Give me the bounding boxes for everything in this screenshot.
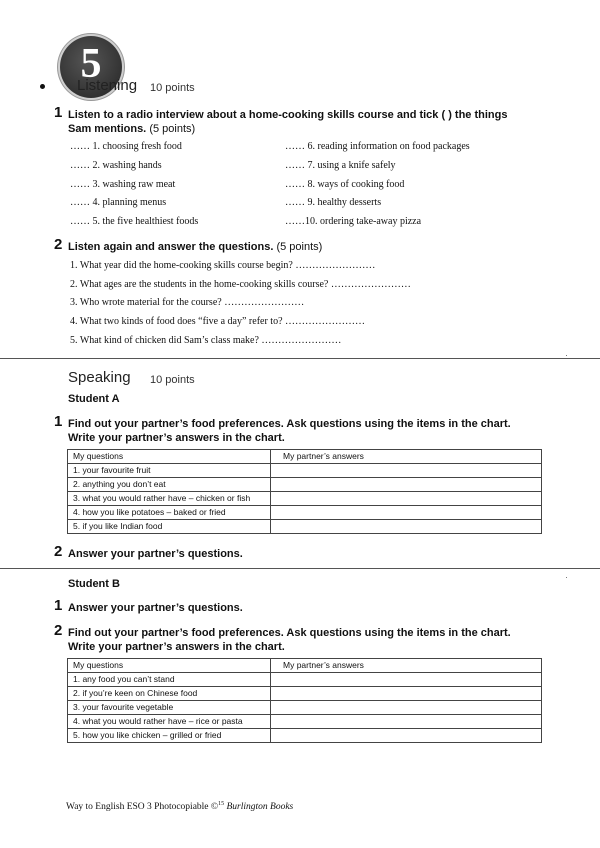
chart-answer-cell[interactable] (271, 506, 542, 520)
chart-question: 4. what you would rather have – rice or pasta (68, 715, 271, 729)
tick-item-3[interactable]: …… 3. washing raw meat (70, 179, 176, 190)
student-a-q1-instruction (68, 417, 538, 445)
table-row (68, 520, 542, 534)
chart-question: 5. how you like chicken – grilled or fried (68, 729, 271, 743)
unit-number: 5 (80, 41, 102, 87)
chart-question: 4. how you like potatoes – baked or fried (68, 506, 271, 520)
listening-q1-line2: Sam mentions. (68, 123, 147, 135)
listening-question-3[interactable]: 3. Who wrote material for the course? …………………… (70, 297, 305, 308)
tick-item-4[interactable]: …… 4. planning menus (70, 197, 167, 208)
chart-answer-cell[interactable] (271, 520, 542, 534)
listening-q1-line1: Listen to a radio interview about a home-cooking skills course and tick ( ) the things (68, 109, 508, 121)
listening-q2-number: 2 (54, 236, 63, 253)
chart-header-questions: My questions (68, 450, 271, 464)
chart-answer-cell[interactable] (271, 492, 542, 506)
listening-points: 10 points (150, 82, 195, 94)
chart-answer-cell[interactable] (271, 729, 542, 743)
chart-question: 1. your favourite fruit (68, 464, 271, 478)
table-row (68, 729, 542, 743)
student-a-chart (67, 449, 542, 534)
footer-publisher: Burlington Books (226, 802, 294, 813)
student-a-label: Student A (68, 393, 120, 405)
listening-q1-number: 1 (54, 104, 63, 121)
speck (566, 355, 567, 356)
listening-title: Listening (77, 77, 138, 94)
chart-answer-cell[interactable] (271, 701, 542, 715)
student-a-q1-line1: Find out your partner’s food preferences. Ask questions using the items in the chart. (68, 418, 511, 430)
tick-item-1[interactable]: …… 1. choosing fresh food (70, 141, 182, 152)
bullet-dot (40, 84, 45, 89)
student-b-q2-number: 2 (54, 622, 63, 639)
tick-item-6[interactable]: …… 6. reading information on food packages (285, 141, 470, 152)
student-b-chart (67, 658, 542, 743)
chart-question: 3. your favourite vegetable (68, 701, 271, 715)
student-b-q1-number: 1 (54, 597, 63, 614)
chart-answer-cell[interactable] (271, 478, 542, 492)
listening-question-2[interactable]: 2. What ages are the students in the home-cooking skills course? …………………… (70, 279, 411, 290)
table-row (68, 715, 542, 729)
student-a-q1-number: 1 (54, 413, 63, 430)
speaking-title: Speaking (68, 369, 131, 386)
listening-question-1[interactable]: 1. What year did the home-cooking skills course begin? …………………… (70, 260, 376, 271)
chart-header-answers: My partner’s answers (271, 659, 542, 673)
listening-q1-points: (5 points) (149, 123, 196, 135)
listening-q2-text: Listen again and answer the questions. (68, 241, 274, 253)
student-b-label: Student B (68, 578, 120, 590)
student-b-q2-instruction (68, 626, 538, 654)
chart-header-questions: My questions (68, 659, 271, 673)
tick-item-2[interactable]: …… 2. washing hands (70, 160, 162, 171)
speck (566, 577, 567, 578)
tick-item-10[interactable]: ……10. ordering take-away pizza (285, 216, 422, 227)
student-a-q2-number: 2 (54, 543, 63, 560)
chart-answer-cell[interactable] (271, 715, 542, 729)
student-b-q2-line2: Write your partner’s answers in the chart. (68, 641, 285, 653)
chart-question: 1. any food you can’t stand (68, 673, 271, 687)
chart-question: 5. if you like Indian food (68, 520, 271, 534)
listening-q1-line2-wrap (68, 122, 538, 136)
chart-header-row (68, 659, 542, 673)
student-divider (0, 568, 600, 569)
page-footer (66, 801, 293, 812)
section-divider (0, 358, 600, 359)
listening-q1-instruction (68, 108, 538, 136)
table-row (68, 506, 542, 520)
tick-item-8[interactable]: …… 8. ways of cooking food (285, 179, 405, 190)
listening-question-4[interactable]: 4. What two kinds of food does “five a day” refer to? …………………… (70, 316, 366, 327)
chart-question: 2. anything you don’t eat (68, 478, 271, 492)
chart-answer-cell[interactable] (271, 464, 542, 478)
speaking-points: 10 points (150, 374, 195, 386)
table-row (68, 464, 542, 478)
table-row (68, 673, 542, 687)
table-row (68, 478, 542, 492)
tick-item-7[interactable]: …… 7. using a knife safely (285, 160, 396, 171)
student-a-q2-text: Answer your partner’s questions. (68, 548, 243, 560)
table-row (68, 687, 542, 701)
student-b-q1-text: Answer your partner’s questions. (68, 602, 243, 614)
table-row (68, 701, 542, 715)
chart-header-answers: My partner’s answers (271, 450, 542, 464)
listening-q2-points: (5 points) (276, 241, 323, 253)
chart-question: 3. what you would rather have – chicken or fish (68, 492, 271, 506)
student-b-q2-line1: Find out your partner’s food preferences. Ask questions using the items in the chart. (68, 627, 511, 639)
footer-text: Way to English ESO 3 Photocopiable © (66, 802, 219, 813)
footer-sup: 15 (218, 801, 225, 807)
chart-answer-cell[interactable] (271, 687, 542, 701)
listening-question-5[interactable]: 5. What kind of chicken did Sam’s class make? …………………… (70, 335, 342, 346)
tick-item-9[interactable]: …… 9. healthy desserts (285, 197, 382, 208)
table-row (68, 492, 542, 506)
student-a-q1-line2: Write your partner’s answers in the chart. (68, 432, 285, 444)
chart-header-row (68, 450, 542, 464)
chart-answer-cell[interactable] (271, 673, 542, 687)
chart-question: 2. if you’re keen on Chinese food (68, 687, 271, 701)
listening-q2-instruction (68, 240, 322, 254)
tick-item-5[interactable]: …… 5. the five healthiest foods (70, 216, 199, 227)
